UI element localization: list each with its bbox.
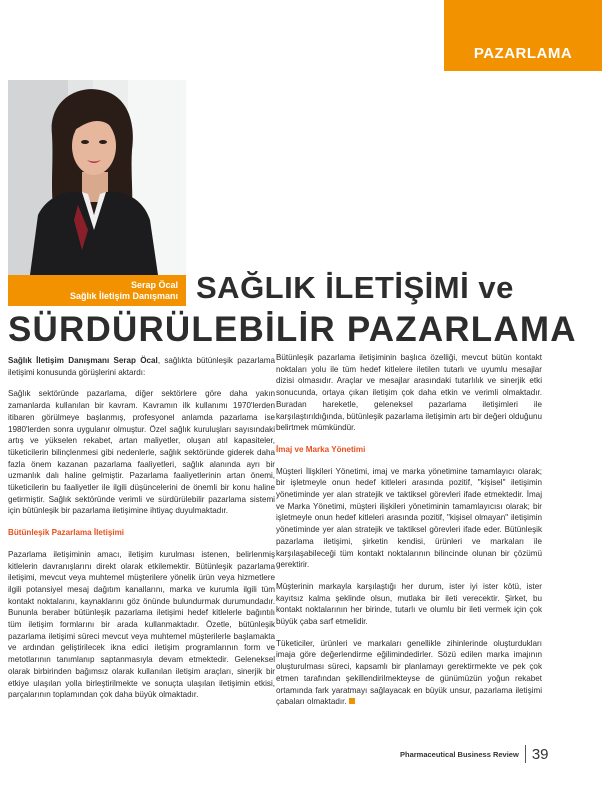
closing-text: Tüketiciler, ürünleri ve markaları genellikle zihinlerinde oluşturdukları imaja göre değerlendirme eğilimindedirler. Sözü edilen marka imajının oluşturulması süreci, kapsamlı bir planlamayı gerektirmekte ve pek çok etmen tarafından şekillendirilmekteyse de günümüzün yoğun rekabet ortamında fark yaratmayı sağlayacak en büyük unsur, pazarlama iletişimi çabaları olmaktadır. xyxy=(276,638,542,707)
body-paragraph: Sağlık sektöründe pazarlama, diğer sektörlere göre daha yakın zamanlarda kullanılan bir kavram. Kavramın ilk kullanımı 1970'lerden itibaren görülmeye başlanmış, profesyonel anlamda pazarlama ise 1980'lerden sonra uygulanır olmuştur. Özel sağlık kuruluşları sayısındaki artış ve yükselen rekabet, artan maliyetler, oluşan atıl kapasiteler, tüketicilerin bilinçlenmesi gibi nedenlerle, sağlık sektöründe giderek daha fazla önem kazanan pazarlama faaliyetleri, sağlık alanında ayrı bir uzmanlık dalı haline gelmiştir. Pazarlama faaliyetlerinin artan önemi, tüketicilerin bu faaliyetler ile ilgili düşüncelerini de önemli bir konu haline getirmiştir. Sağlık sektöründe verimli ve sürdürülebilir pazarlama sistemi için bütünleşik bir pazarlama iletişimine ihtiyaç duyulmaktadır. xyxy=(8,389,275,516)
author-photo xyxy=(8,80,186,275)
article-title-line-2: SÜRDÜRÜLEBİLİR PAZARLAMA xyxy=(8,310,577,349)
author-role: Sağlık İletişim Danışmanı xyxy=(69,291,178,301)
author-caption xyxy=(8,275,186,306)
section-tab xyxy=(444,0,602,71)
page-number: 39 xyxy=(531,745,549,763)
lead-rest: , sağlıkta bütünleşik pazarlama iletişimi konusunda görüşlerini aktardı: xyxy=(8,356,276,377)
lead-paragraph xyxy=(8,355,275,378)
lead-bold: Sağlık İletişim Danışmanı Serap Öcal xyxy=(8,356,158,365)
author-name: Serap Öcal xyxy=(130,280,178,290)
body-paragraph: Müşteri İlişkileri Yönetimi, imaj ve marka yönetimine tamamlayıcı olarak; bir işletmeyle onun hedef kitleleri arasında pozitif, "kişisel" iletişimin yönetiminde yer alan stratejik ve taktiksel görevleri ifade etmektedir. İmaj ve Marka Yönetimi, müşteri ilişkileri yönetiminin tamamlayıcısı olarak; bir işletmeyle onun hedef kitleleri arasında pozitif, "kişisel olmayan" iletişimin yönetiminde yer alan stratejik ve taktiksel görevleri ifade eder. Bütünleşik pazarlama iletişimi, şirketin kendisi, ürünleri ve markaları ile karşılaşabileceği tüm kontakt noktalarının bilincinde olunan bir çözümü gerektirir. xyxy=(276,466,542,570)
page-footer xyxy=(400,745,549,763)
body-paragraph: Bütünleşik pazarlama iletişiminin başlıca özelliği, mevcut bütün kontakt noktaları yolu ile tüm hedef kitlelere iletilen tutarlı ve uyumlu mesajlar dizisi olmasıdır. Araçlar ve mesajlar arasındaki tutarlılık ve sinerjik etki sonucunda, ortaya çıkan iletişim çok daha etkin ve verimli olmaktadır. Buradan hareketle, geleneksel pazarlama iletişimleri ile karşılaştırıldığında, bütünleşik pazarlama iletişimin artı bir değeri olduğunu belirtmek mümkündür. xyxy=(276,353,542,433)
closing-paragraph xyxy=(276,638,542,708)
article-title-line-1: SAĞLIK İLETİŞİMİ ve xyxy=(196,270,514,305)
section-tab-label: PAZARLAMA xyxy=(473,45,573,62)
publication-name: Pharmaceutical Business Review xyxy=(400,749,519,759)
section-subhead: Bütünleşik Pazarlama İletişimi xyxy=(8,528,125,538)
end-mark-icon xyxy=(349,698,355,704)
author-portrait-image xyxy=(8,80,186,275)
footer-divider xyxy=(525,745,526,763)
section-subhead: İmaj ve Marka Yönetimi xyxy=(276,444,366,454)
left-column xyxy=(8,355,275,711)
body-paragraph: Pazarlama iletişiminin amacı, iletişim kurulması istenen, belirlenmiş kitlelerin davranışlarını direkt olarak etkilemektir. Bütünleşik pazarlama iletişimi, mevcut veya muhtemel müşterilere yönelik ürün veya hizmetlere ilgili potansiyel mesaj dağıtım kanallarını, marka ve kurumla ilgili tüm kontakt noktalarını, kaynaklarını göz önünde bulundurmak durumundadır. Bununla beraber bütünleşik pazarlama iletişimi hedef kitlelerle bağıntılı tüm iletişim formlarını bir arada kullanmaktadır. Özetle, bütünleşik pazarlama iletişimi süreci mevcut veya muhtemel müşterilerle başlamakta ve ardından geliştirilecek ikna edici iletişim programlarının form ve metotlarının tanımlanıp saptanmasıyla devam etmektedir. Geleneksel olarak birbirinden bağımsız olarak kullanılan iletişim araçları, sinerjik bir etkiye ulaşılan yolla birleştirilmekte ve sonuçta ulaşılan iletişimin etkisi, parçalarının toplamından çok daha büyük olmaktadır. xyxy=(8,549,275,700)
right-column xyxy=(276,352,542,718)
body-paragraph: Müşterinin markayla karşılaştığı her durum, ister iyi ister kötü, ister kayıtsız kalma şeklinde olsun, mutlaka bir ileti verecektir. Şirket, bu kontakt noktalarının her birinde, tutarlı ve olumlu bir ileti vermek için çok büyük çaba sarf etmelidir. xyxy=(276,581,542,627)
